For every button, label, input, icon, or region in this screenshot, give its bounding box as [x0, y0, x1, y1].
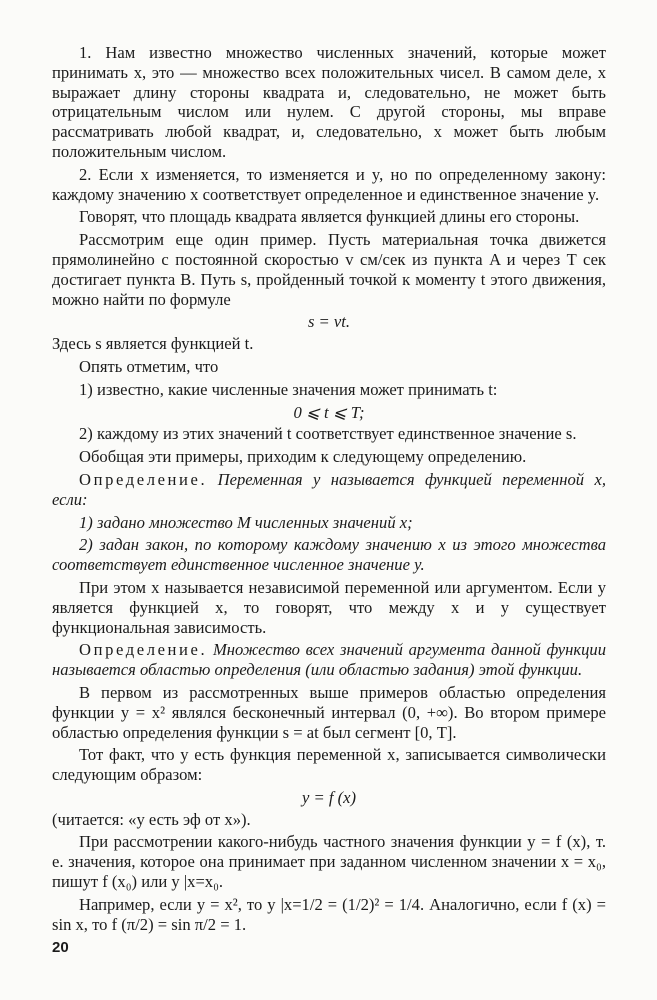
- paragraph-7: 1) известно, какие численные значения может принимать t:: [79, 379, 498, 399]
- paragraph-3: Говорят, что площадь квадрата является функцией длины его стороны.: [79, 207, 580, 227]
- paragraph-13: (читается: «y есть эф от x»).: [52, 809, 251, 829]
- paragraph-9: Обобщая эти примеры, приходим к следующему определению.: [79, 447, 527, 467]
- definition-1-body: Переменная y называется функцией переменной x, если:: [52, 469, 606, 509]
- page-number: 20: [52, 939, 69, 956]
- definition-2: [52, 640, 606, 680]
- paragraph-5: Здесь s является функцией t.: [52, 334, 254, 354]
- formula-s-vt: s = vt.: [307, 312, 351, 332]
- paragraph-1: 1. Нам известно множество численных значений, которые может принимать x, это — множество всех положительных чисел. В самом деле, x выражает длину стороны квадрата и, следовательно, не может быть отрицательным числом или нулем. С другой стороны, мы вправе рассматривать любой квадрат, и, следовательно, x может быть любым положительным числом.: [52, 43, 606, 161]
- paragraph-6: Опять отметим, что: [79, 356, 219, 376]
- page-text: [52, 43, 606, 937]
- paragraph-8: 2) каждому из этих значений t соответствует единственное значение s.: [79, 424, 577, 444]
- paragraph-11: В первом из рассмотренных выше примеров областью определения функции y = x² являлся бесконечный интервал (0, +∞). Во втором примере областью определения функции s = at был сегмент [0, T].: [52, 682, 606, 742]
- paragraph-15: Например, если y = x², то y |x=1/2 = (1/2)² = 1/4. Аналогично, если f (x) = sin x, то f (π/2) = sin π/2 = 1.: [52, 894, 606, 934]
- definition-2-heading: Определение.: [79, 640, 208, 660]
- definition-1: [52, 470, 606, 510]
- formula-y-fx: y = f (x): [301, 787, 357, 807]
- paragraph-12: Тот факт, что y есть функция переменной x, записывается символически следующим образом:: [52, 745, 606, 785]
- paragraph-4: Рассмотрим еще один пример. Пусть материальная точка движется прямолинейно с постоянной скоростью v см/сек из пункта A и через T сек достигает пункта B. Путь s, пройденный точкой к моменту t этого движения, можно найти по формуле: [52, 230, 606, 309]
- paragraph-2: 2. Если x изменяется, то изменяется и y, но по определенному закону: каждому значению x соответствует определенное и единственное значение y.: [52, 164, 606, 204]
- definition-1-condition-1: 1) задано множество M численных значений x;: [79, 512, 413, 532]
- definition-1-condition-2: 2) задан закон, по которому каждому значению x из этого множества соответствует единственное численное значение y.: [52, 535, 606, 575]
- formula-t-range: 0 ⩽ t ⩽ T;: [293, 402, 365, 422]
- definition-1-heading: Определение.: [79, 469, 208, 489]
- paragraph-10: При этом x называется независимой переменной или аргументом. Если y является функцией x, то говорят, что между x и y существует функциональная зависимость.: [52, 577, 606, 637]
- definition-2-body: Множество всех значений аргумента данной функции называется областью определения (или областью задания) этой функции.: [52, 640, 606, 680]
- paragraph-14: При рассмотрении какого-нибудь частного значения функции y = f (x), т. е. значения, которое она принимает при заданном численном значении x = x₀, пишут f (x₀) или y |x=x₀.: [52, 832, 606, 892]
